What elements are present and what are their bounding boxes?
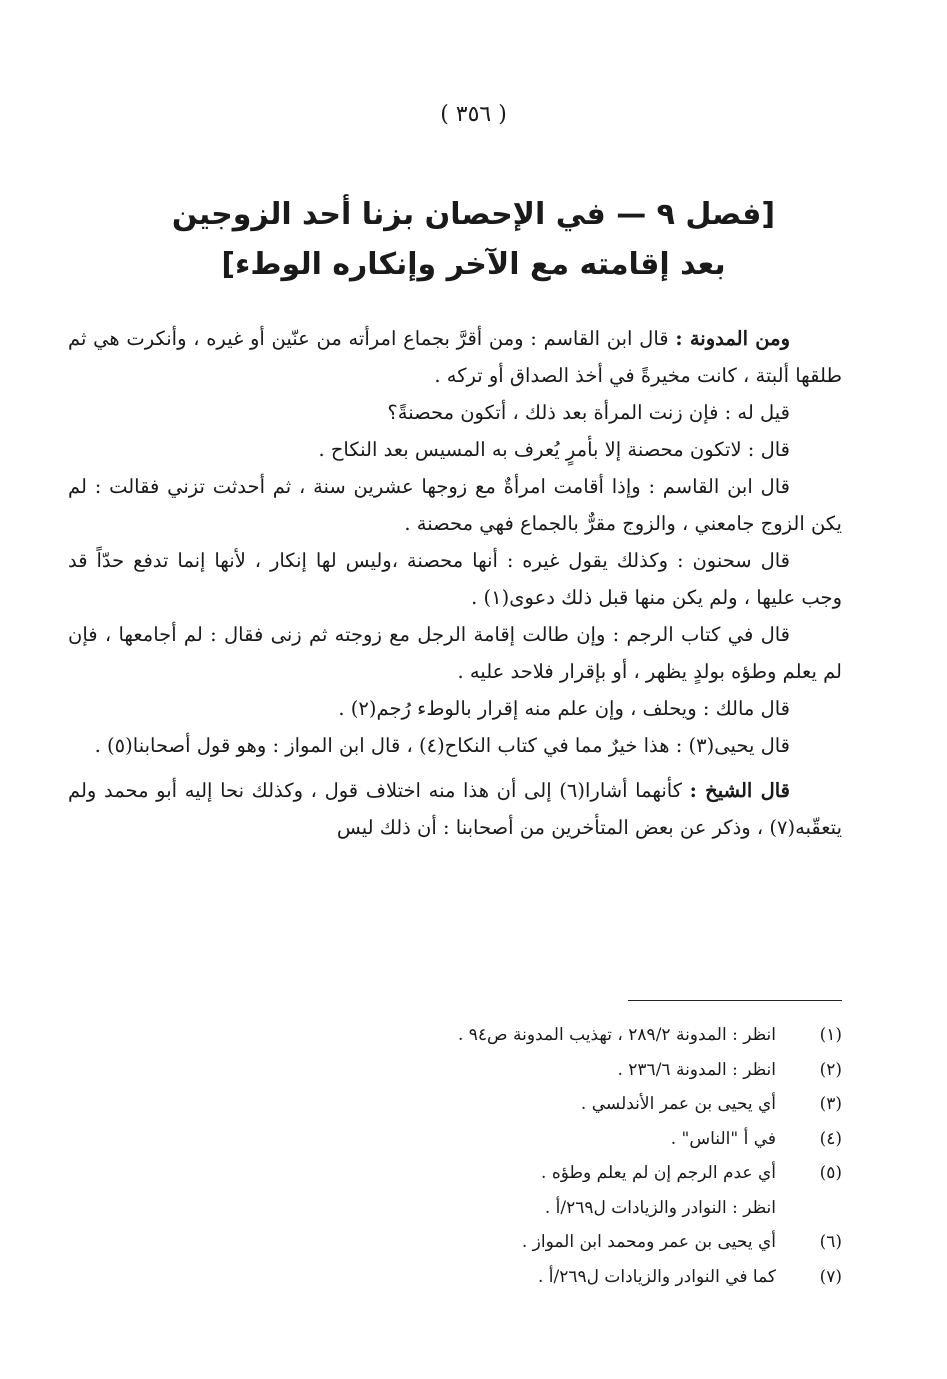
- footnote-text: أي عدم الرجم إن لم يعلم وطؤه .: [541, 1163, 776, 1183]
- footnote-separator: [628, 1000, 842, 1001]
- paragraph-text: قال : لاتكون محصنة إلا بأمرٍ يُعرف به المسيس بعد النكاح .: [318, 438, 790, 461]
- paragraph-text: قال ابن القاسم : وإذا أقامت امرأةٌ مع زوجها عشرين سنة ، ثم أحدثت تزني فقالت : لم يكن الزوج جامعني ، والزوج مقرٌّ بالجماع فهي محصنة .: [68, 475, 842, 535]
- footnote-number: (٥): [819, 1163, 842, 1183]
- paragraph-text: قال يحيى(٣) : هذا خيرٌ مما في كتاب النكاح(٤) ، قال ابن المواز : وهو قول أصحابنا(٥) .: [94, 734, 790, 757]
- paragraph-lead: قال الشيخ :: [689, 779, 790, 802]
- footnote-5-continued: [200, 1191, 842, 1226]
- body-text: [68, 320, 842, 846]
- footnote-text: أي يحيى بن عمر ومحمد ابن المواز .: [521, 1232, 776, 1252]
- footnote-number: (٢): [819, 1059, 842, 1080]
- paragraph-7: [68, 690, 842, 727]
- footnote-6: [200, 1225, 842, 1260]
- paragraph-4: [68, 468, 842, 542]
- footnote-text: كما في النوادر والزيادات ل٢٦٩/أ .: [537, 1266, 776, 1287]
- paragraph-text: قال ابن القاسم : ومن أقرَّ بجماع امرأته من عنّين أو غيره ، وأنكرت هي ثم طلقها ألبتة ، كانت مخيرةً في أخذ الصداق أو تركه .: [68, 327, 842, 387]
- footnote-text: انظر : المدونة ٢٨٩/٢ ، تهذيب المدونة ص٩٤ .: [457, 1025, 776, 1045]
- footnote-number: (٣): [819, 1094, 842, 1114]
- paragraph-text: كأنهما أشارا(٦) إلى أن هذا منه اختلاف قول ، وكذلك نحا إليه أبو محمد ولم يتعقّبه(٧) ، وذكر عن بعض المتأخرين من أصحابنا : أن ذلك ليس: [68, 779, 842, 839]
- footnote-text: أي يحيى بن عمر الأندلسي .: [580, 1094, 776, 1114]
- footnote-4: [200, 1122, 842, 1157]
- chapter-title: [120, 190, 827, 290]
- footnote-number: (٧): [819, 1266, 842, 1287]
- footnote-3: [200, 1087, 842, 1122]
- paragraph-9: [68, 772, 842, 846]
- chapter-title-line-1: [فصل ٩ — في الإحصان بزنا أحد الزوجين: [171, 197, 776, 232]
- footnotes: [200, 1018, 842, 1294]
- paragraph-text: قال مالك : ويحلف ، وإن علم منه إقرار بالوطء رُجم(٢) .: [338, 697, 790, 720]
- footnote-5: [200, 1156, 842, 1191]
- paragraph-3: [68, 431, 842, 468]
- footnote-text: في أ "الناس" .: [670, 1128, 776, 1149]
- chapter-title-line-2: بعد إقامته مع الآخر وإنكاره الوطء]: [221, 247, 726, 282]
- footnote-1: [200, 1018, 842, 1053]
- paragraph-6: [68, 616, 842, 690]
- footnote-number: (٦): [819, 1232, 842, 1252]
- paragraph-lead: ومن المدونة :: [675, 327, 790, 350]
- paragraph-2: [68, 394, 842, 431]
- paragraph-text: قال سحنون : وكذلك يقول غيره : أنها محصنة ،وليس لها إنكار ، لأنها إنما تدفع حدّاً قد وجب عليها ، ولم يكن منها قبل ذلك دعوى(١) .: [68, 549, 842, 609]
- page-number: ( ٣٥٦ ): [440, 102, 507, 127]
- footnote-number: (١): [819, 1025, 842, 1045]
- footnote-number: (٤): [819, 1128, 842, 1149]
- footnote-7: [200, 1260, 842, 1295]
- footnote-text: انظر : المدونة ٢٣٦/٦ .: [617, 1059, 776, 1080]
- footnote-text: انظر : النوادر والزيادات ل٢٦٩/أ .: [544, 1197, 776, 1218]
- paragraph-8: [68, 727, 842, 764]
- paragraph-1: [68, 320, 842, 394]
- footnote-2: [200, 1053, 842, 1088]
- paragraph-text: قيل له : فإن زنت المرأة بعد ذلك ، أتكون محصنةً؟: [387, 401, 790, 424]
- paragraph-5: [68, 542, 842, 616]
- paragraph-text: قال في كتاب الرجم : وإن طالت إقامة الرجل مع زوجته ثم زنى فقال : لم أجامعها ، فإن لم يعلم وطؤه بولدٍ يظهر ، أو بإقرار فلاحد عليه .: [68, 623, 842, 683]
